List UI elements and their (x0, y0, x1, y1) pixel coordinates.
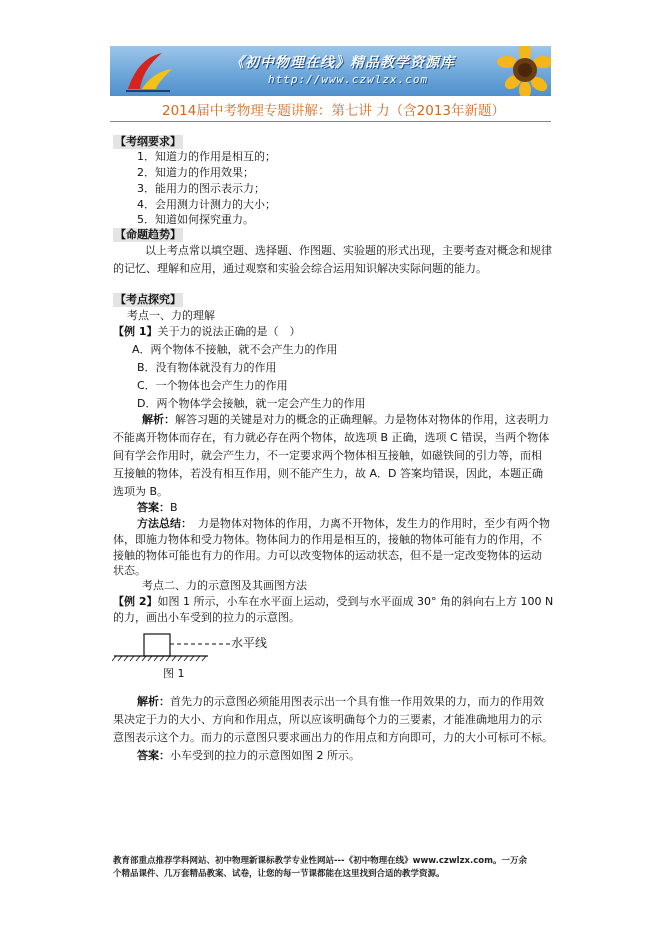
page-footer (113, 855, 558, 881)
option-d: D．两个物体学会接触，就一定会产生力的作用 (137, 397, 366, 410)
option-c: C．一个物体也会产生力的作用 (137, 379, 288, 392)
example-2-tag: 【例 2】 (113, 595, 158, 608)
option-b: B．没有物体就没有力的作用 (137, 361, 277, 374)
footer-line: 个精品课件、几万套精品教案、试卷，让您的每一节课都能在这里找到合适的教学资源。 (113, 869, 445, 879)
example-2-question-line: 的力，画出小车受到的拉力的示意图。 (113, 611, 300, 624)
example-1-answer: 答案：B (137, 501, 178, 514)
example-1-tag: 【例 1】 (113, 325, 158, 338)
example-2-analysis-line: 果决定于力的大小、方向和作用点，所以应该明确每个力的三要素，才能准确地用力的示 (113, 713, 542, 726)
point-2-heading: 考点二、力的示意图及其画图方法 (142, 579, 307, 592)
option-a: A．两个物体不接触，就不会产生力的作用 (132, 343, 338, 356)
title-divider (110, 121, 551, 122)
syllabus-heading: 【考纲要求】 (115, 135, 181, 148)
example-2-answer: 答案：小车受到的拉力的示意图如图 2 所示。 (137, 749, 360, 762)
header-banner (110, 46, 551, 96)
banner-url[interactable]: http://www.czwlzx.com (268, 73, 429, 86)
example-1-analysis-line: 间有学会作用时，就会产生力，不一定要求两个物体相互接触，如磁铁间的引力等，而相 (113, 449, 542, 462)
point-1-heading: 考点一、力的理解 (127, 309, 215, 322)
syllabus-item: 5．知道如何探究重力。 (137, 213, 254, 226)
method-summary-line: 体，即施力物体和受力物体。物体间力的作用是相互的，接触的物体可能有力的作用，不 (113, 533, 542, 546)
footer-line: 教育部重点推荐学科网站、初中物理新课标教学专业性网站---《初中物理在线》www.czwlzx.com。一万余 (113, 856, 527, 866)
trend-line: 的记忆、理解和应用，通过观察和实验会综合运用知识解决实际问题的能力。 (113, 262, 487, 275)
exploration-heading: 【考点探究】 (115, 293, 181, 306)
banner-slogan: 《初中物理在线》精品教学资源库 (230, 55, 455, 71)
method-summary-line: 接触的物体可能也有力的作用。力可以改变物体的运动状态，但不是一定改变物体的运动 (113, 549, 542, 562)
trend-heading: 【命题趋势】 (115, 228, 181, 241)
syllabus-item: 4．会用测力计测力的大小； (137, 198, 276, 211)
example-1-analysis-line: 互接触的物体，若没有相互作用，则不能产生力，故 A．D 答案均错误，因此，本题正确 (113, 467, 543, 480)
answer-label: 答案： (137, 749, 170, 762)
example-2-analysis-line: 意图表示这个力。而力的示意图只要求画出力的作用点和方向即可，力的大小可标可不标。 (113, 731, 553, 744)
example-1-analysis-line: 选项为 B。 (113, 485, 169, 498)
method-summary-line: 状态。 (113, 564, 146, 577)
figure-1-caption: 图 1 (163, 667, 185, 680)
example-1-question (113, 325, 300, 339)
example-1-analysis-line: 解析：解答习题的关键是对力的概念的正确理解。力是物体对物体的作用，这表明力 (142, 413, 549, 426)
example-1-text: 关于力的说法正确的是（ ） (157, 325, 301, 338)
figure-1-line-label: 水平线 (231, 636, 268, 650)
answer-label: 答案： (137, 501, 170, 514)
syllabus-item: 2．知道力的作用效果； (137, 166, 254, 179)
method-summary-line: 方法总结： 力是物体对物体的作用，力离不开物体，发生力的作用时，至少有两个物 (137, 517, 550, 530)
sunflower-icon (481, 46, 551, 96)
site-logo (120, 49, 176, 93)
trend-line: 以上考点常以填空题、选择题、作图题、实验题的形式出现，主要考查对概念和规律 (145, 244, 552, 257)
document-title: 2014届中考物理专题讲解：第七讲 力（含2013年新题） (162, 103, 506, 119)
example-2-question: 【例 2】如图 1 所示，小车在水平面上运动，受到与水平面成 30° 角的斜向右上方 100 N (113, 595, 554, 608)
syllabus-item: 1．知道力的作用是相互的； (137, 150, 276, 163)
analysis-label: 解析： (142, 413, 175, 426)
analysis-label: 解析： (137, 695, 170, 708)
syllabus-item: 3．能用力的图示表示力； (137, 182, 265, 195)
summary-label: 方法总结： (137, 517, 192, 530)
example-1-analysis-line: 不能离开物体而存在，有力就必存在两个物体，故选项 B 正确，选项 C 错误，当两个物体 (113, 431, 550, 444)
example-2-analysis-line: 解析：首先力的示意图必须能用图表示出一个具有惟一作用效果的力，而力的作用效 (137, 695, 544, 708)
